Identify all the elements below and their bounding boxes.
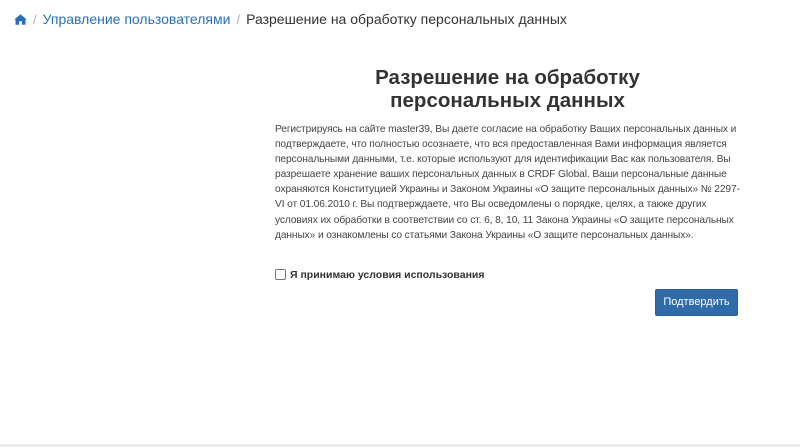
home-icon[interactable] bbox=[14, 14, 27, 25]
breadcrumb-separator: / bbox=[33, 11, 37, 27]
confirm-button[interactable]: Подтвердить bbox=[655, 289, 738, 316]
consent-label: Я принимаю условия использования bbox=[290, 268, 485, 281]
policy-text: Регистрируясь на сайте master39, Вы даете согласие на обработку Ваших персональных данных и подтверждаете, что полностью осознаете, что вся предоставленная Вами информация является персональными данными, т.е. которые используют для идентификации Вас как пользователя. Вы разрешаете хранение ваших персональных данных в CRDF Global. Ваши персональные данные охраняются Конституцией Украины и Законом Украины «О защите персональных данных» № 2297-VI от 01.06.2010 г. Вы подтверждаете, что Вы осведомлены о порядке, целях, а также других условиях их обработки в соответствии со ст. 6, 8, 10, 11 Закона Украины «О защите персональных данных» и ознакомлены со статьями Закона Украины «О защите персональных данных». bbox=[275, 124, 740, 241]
consent-row[interactable] bbox=[275, 269, 740, 281]
breadcrumb-current-page: Разрешение на обработку персональных данных bbox=[246, 11, 567, 27]
breadcrumb bbox=[14, 8, 567, 30]
page-title: Разрешение на обработку персональных данных bbox=[375, 66, 640, 112]
form-actions bbox=[275, 289, 740, 316]
consent-checkbox[interactable] bbox=[275, 269, 286, 280]
breadcrumb-separator: / bbox=[236, 11, 241, 27]
consent-form bbox=[275, 66, 740, 316]
breadcrumb-user-management-link[interactable]: Управление пользователями bbox=[42, 11, 231, 27]
